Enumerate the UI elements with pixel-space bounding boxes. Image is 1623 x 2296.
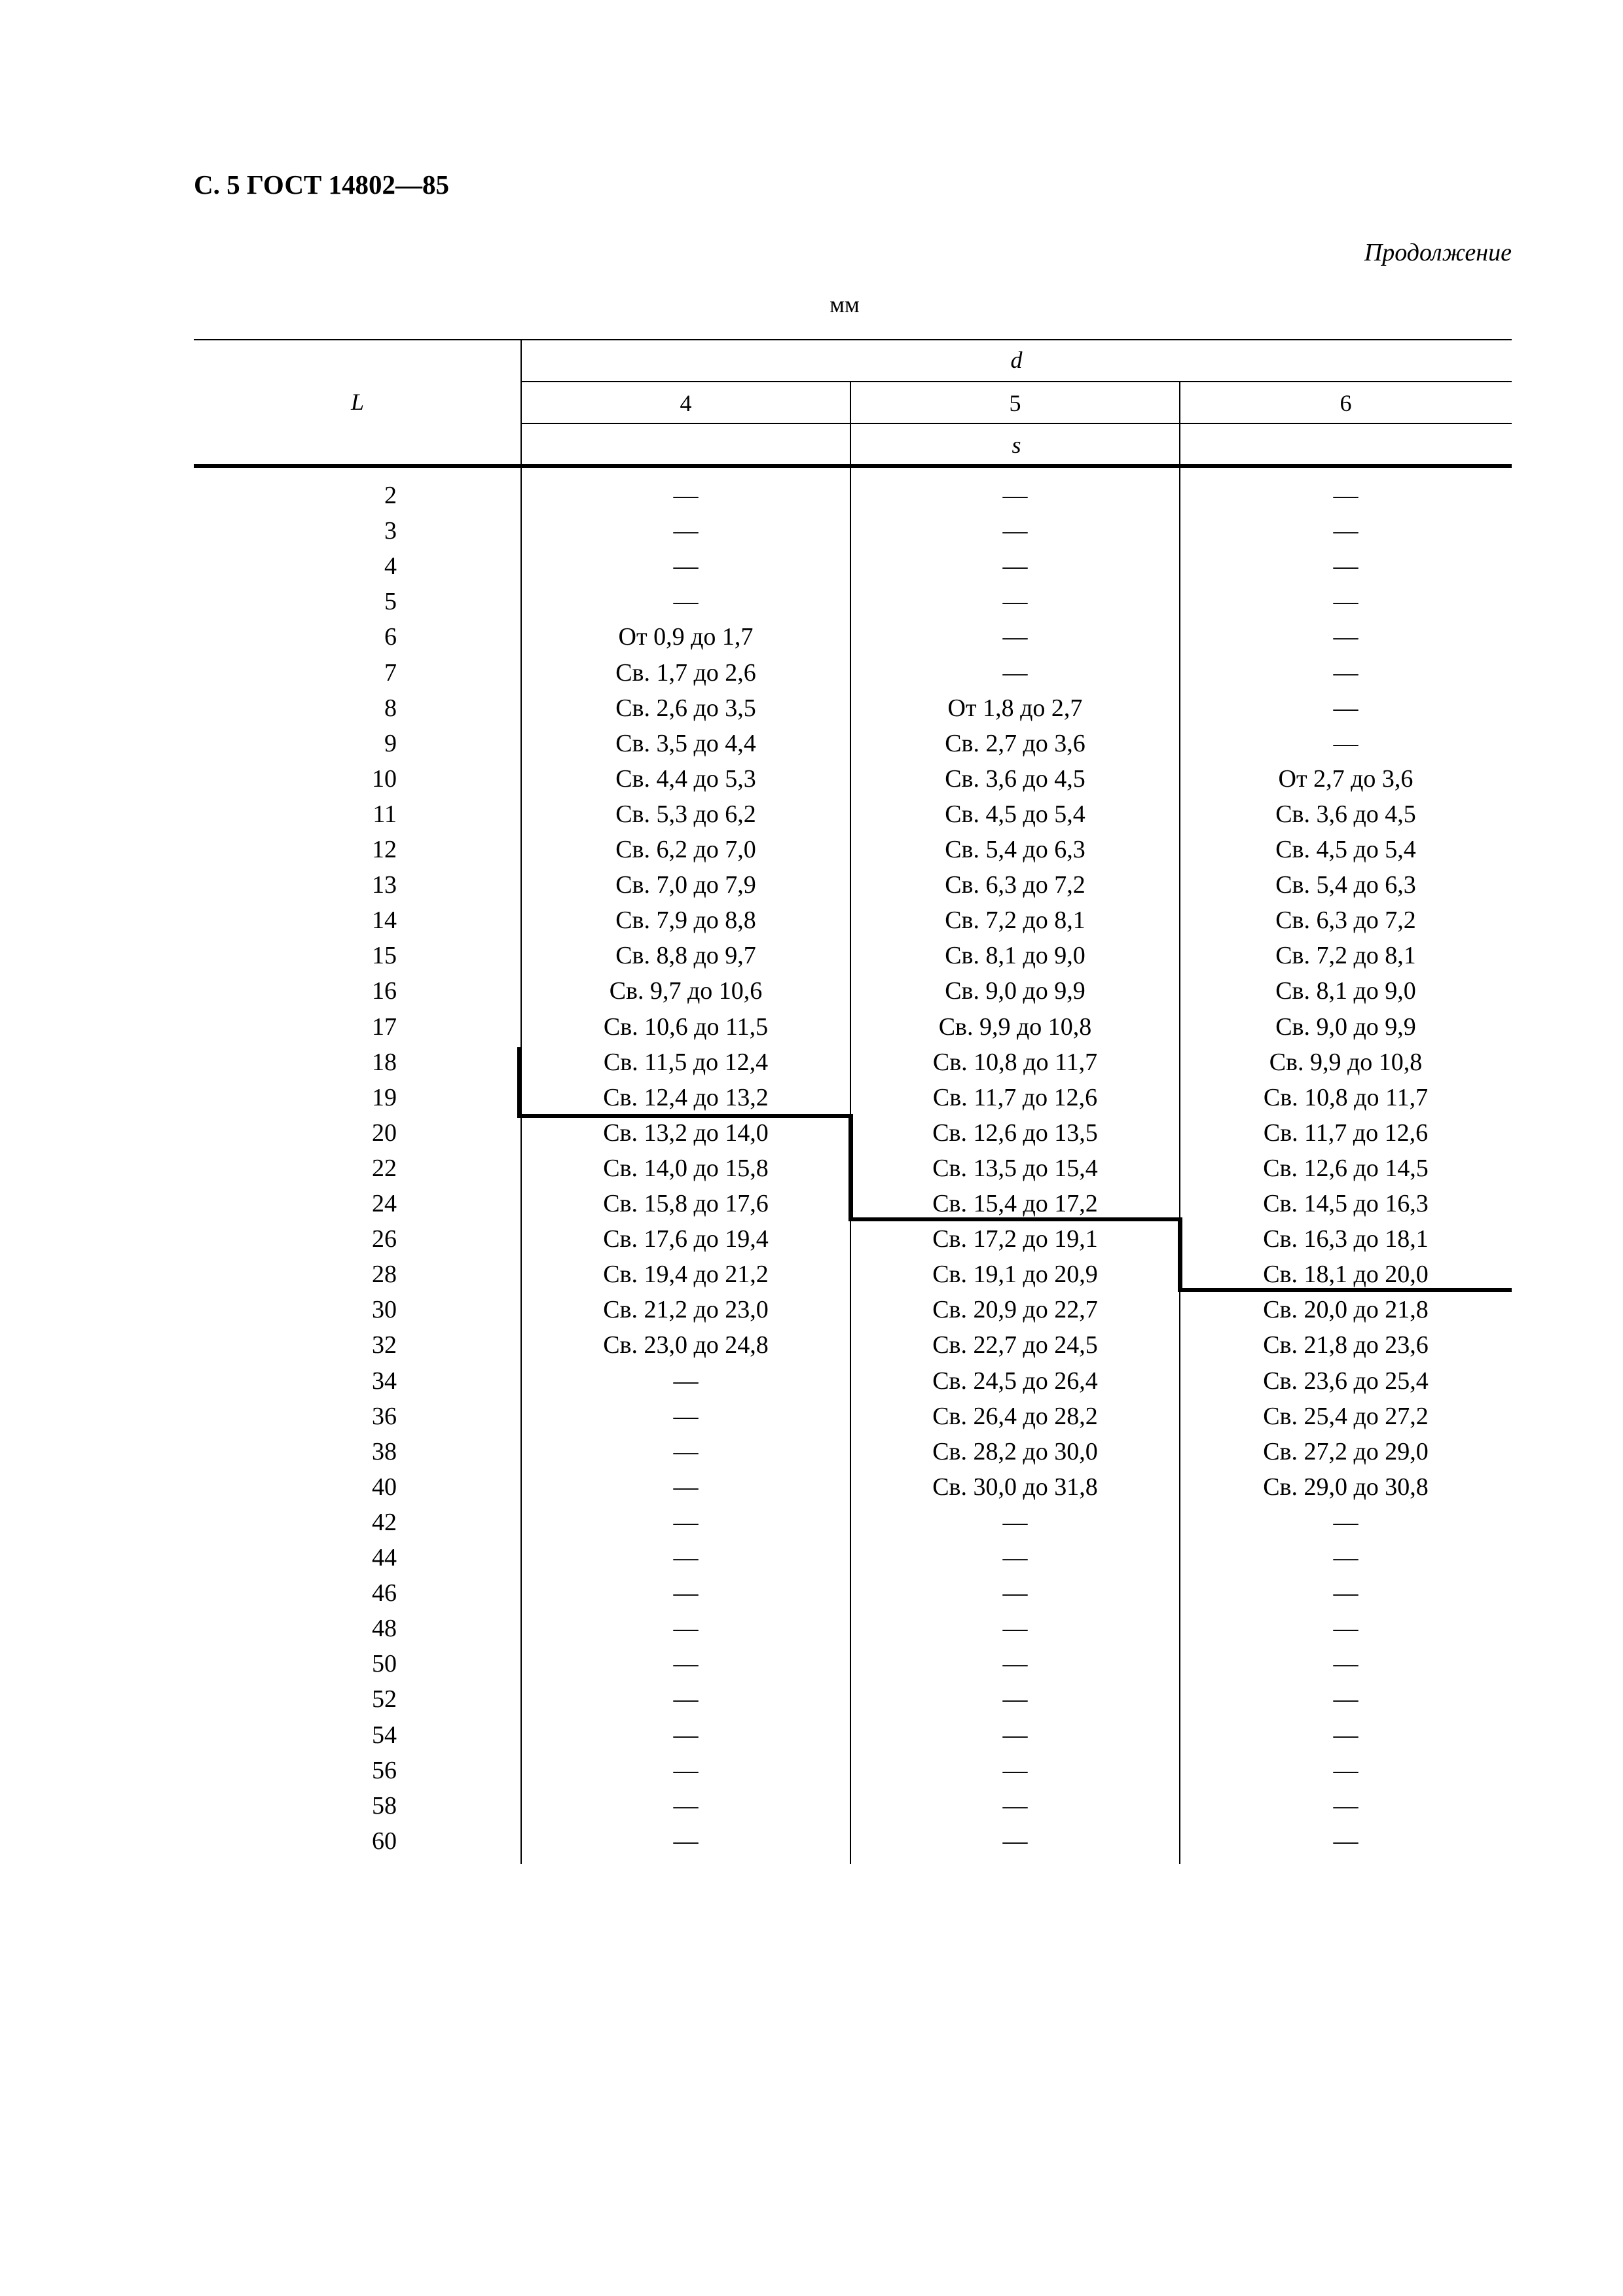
table-cell-l: 11	[373, 800, 397, 828]
table-cell-l: 18	[372, 1049, 397, 1076]
table-cell-s-d6: —	[1333, 1579, 1359, 1607]
table-cell-l: 32	[372, 1331, 397, 1359]
table-cell-s-d6: Св. 11,7 до 12,6	[1263, 1119, 1429, 1147]
table-cell-s-d5: —	[1002, 1615, 1028, 1642]
table-cell-s-d5: Св. 10,8 до 11,7	[932, 1049, 1098, 1076]
table-cell-l: 34	[372, 1367, 397, 1395]
table-cell-s-d5: —	[1002, 1579, 1028, 1607]
table-cell-l: 22	[372, 1155, 397, 1182]
table-cell-s-d4: —	[673, 517, 699, 545]
table-cell-s-d6: —	[1333, 623, 1359, 651]
table-cell-s-d5: Св. 6,3 до 7,2	[945, 871, 1085, 899]
table-cell-s-d5: Св. 12,6 до 13,5	[932, 1119, 1098, 1147]
table-cell-s-d5: Св. 26,4 до 28,2	[932, 1403, 1098, 1430]
table-cell-l: 26	[372, 1225, 397, 1253]
table-cell-l: 15	[372, 942, 397, 969]
table-cell-s-d5: Св. 9,0 до 9,9	[945, 977, 1085, 1005]
header-s-label: s	[1012, 432, 1021, 458]
table-cell-l: 50	[372, 1650, 397, 1677]
boundary-step-line	[1178, 1288, 1512, 1292]
table-cell-s-d5: Св. 4,5 до 5,4	[945, 800, 1085, 828]
table-cell-s-d5: Св. 19,1 до 20,9	[932, 1261, 1098, 1288]
table-cell-s-d5: —	[1002, 1792, 1028, 1820]
table-cell-l: 8	[384, 694, 397, 722]
table-cell-s-d6: Св. 5,4 до 6,3	[1275, 871, 1416, 899]
table-cell-s-d6: —	[1333, 659, 1359, 687]
table-cell-l: 36	[372, 1403, 397, 1430]
boundary-step-line	[848, 1114, 853, 1221]
table-cell-s-d6: —	[1333, 1650, 1359, 1677]
table-cell-s-d6: Св. 23,6 до 25,4	[1263, 1367, 1429, 1395]
table-cell-l: 46	[372, 1579, 397, 1607]
table-cell-s-d6: —	[1333, 1685, 1359, 1713]
table-cell-s-d4: Св. 7,9 до 8,8	[615, 906, 756, 934]
table-cell-s-d6: —	[1333, 730, 1359, 757]
boundary-step-line	[1178, 1217, 1182, 1292]
table-cell-s-d5: Св. 5,4 до 6,3	[945, 836, 1085, 863]
table-cell-s-d5: Св. 30,0 до 31,8	[932, 1473, 1098, 1501]
table-cell-s-d4: —	[673, 1757, 699, 1784]
table-cell-s-d6: —	[1333, 694, 1359, 722]
table-cell-s-d4: Св. 9,7 до 10,6	[609, 977, 763, 1005]
table-cell-s-d4: Св. 6,2 до 7,0	[615, 836, 756, 863]
table-cell-s-d5: Св. 15,4 до 17,2	[932, 1190, 1098, 1217]
table-cell-l: 44	[372, 1544, 397, 1571]
table-cell-s-d4: Св. 1,7 до 2,6	[615, 659, 756, 687]
table-cell-s-d6: —	[1333, 1827, 1359, 1855]
table-cell-s-d4: —	[673, 1579, 699, 1607]
table-cell-s-d4: —	[673, 552, 699, 580]
table-cell-s-d6: Св. 9,0 до 9,9	[1275, 1013, 1416, 1041]
table-cell-l: 20	[372, 1119, 397, 1147]
table-cell-s-d6: —	[1333, 1757, 1359, 1784]
table-cell-s-d4: Св. 15,8 до 17,6	[603, 1190, 769, 1217]
table-cell-s-d6: —	[1333, 1509, 1359, 1536]
table-cell-s-d6: Св. 3,6 до 4,5	[1275, 800, 1416, 828]
table-cell-l: 3	[384, 517, 397, 545]
table-cell-l: 9	[384, 730, 397, 757]
table-cell-s-d6: —	[1333, 1721, 1359, 1749]
table-cell-s-d4: —	[673, 1827, 699, 1855]
table-cell-s-d5: Св. 22,7 до 24,5	[932, 1331, 1098, 1359]
table-cell-s-d4: —	[673, 1367, 699, 1395]
page-header: С. 5 ГОСТ 14802—85	[194, 170, 450, 200]
table-cell-s-d6: Св. 8,1 до 9,0	[1275, 977, 1416, 1005]
table-cell-s-d6: Св. 4,5 до 5,4	[1275, 836, 1416, 863]
table-cell-l: 6	[384, 623, 397, 651]
table-cell-s-d5: Св. 9,9 до 10,8	[938, 1013, 1092, 1041]
table-cell-l: 30	[372, 1296, 397, 1323]
table-cell-s-d6: —	[1333, 1792, 1359, 1820]
table-cell-s-d4: —	[673, 1438, 699, 1465]
table-cell-s-d6: —	[1333, 1544, 1359, 1571]
table-cell-s-d6: Св. 25,4 до 27,2	[1263, 1403, 1429, 1430]
table-cell-s-d4: От 0,9 до 1,7	[618, 623, 754, 651]
table-cell-l: 16	[372, 977, 397, 1005]
table-cell-s-d4: —	[673, 588, 699, 615]
table-cell-s-d5: От 1,8 до 2,7	[947, 694, 1083, 722]
table-cell-s-d4: Св. 13,2 до 14,0	[603, 1119, 769, 1147]
table-cell-s-d6: Св. 10,8 до 11,7	[1263, 1084, 1429, 1111]
table-cell-s-d5: —	[1002, 517, 1028, 545]
table-cell-s-d4: Св. 12,4 до 13,2	[603, 1084, 769, 1111]
table-cell-s-d6: Св. 12,6 до 14,5	[1263, 1155, 1429, 1182]
table-cell-s-d6: Св. 18,1 до 20,0	[1263, 1261, 1429, 1288]
table-cell-l: 56	[372, 1757, 397, 1784]
table-cell-s-d4: Св. 10,6 до 11,5	[603, 1013, 769, 1041]
table-cell-s-d5: Св. 7,2 до 8,1	[945, 906, 1085, 934]
table-cell-l: 52	[372, 1685, 397, 1713]
table-cell-l: 40	[372, 1473, 397, 1501]
header-d-label: d	[1010, 347, 1023, 373]
table-cell-s-d4: Св. 5,3 до 6,2	[615, 800, 756, 828]
table-cell-l: 7	[384, 659, 397, 687]
table-cell-s-d5: Св. 2,7 до 3,6	[945, 730, 1085, 757]
size-table	[194, 339, 1512, 1864]
table-cell-s-d6: Св. 20,0 до 21,8	[1263, 1296, 1429, 1323]
table-cell-l: 24	[372, 1190, 397, 1217]
header-d-value-5: 5	[1009, 390, 1021, 416]
table-cell-s-d6: Св. 6,3 до 7,2	[1275, 906, 1416, 934]
table-cell-l: 13	[372, 871, 397, 899]
header-d-value-6: 6	[1340, 390, 1352, 416]
table-cell-s-d4: —	[673, 1685, 699, 1713]
table-cell-s-d5: —	[1002, 552, 1028, 580]
table-cell-s-d4: —	[673, 482, 699, 509]
boundary-step-line	[517, 1047, 522, 1118]
table-cell-s-d5: —	[1002, 588, 1028, 615]
table-cell-s-d6: —	[1333, 1615, 1359, 1642]
header-d-value-4: 4	[680, 390, 692, 416]
table-cell-s-d5: —	[1002, 1685, 1028, 1713]
table-cell-l: 4	[384, 552, 397, 580]
table-cell-s-d5: —	[1002, 1721, 1028, 1749]
table-cell-s-d4: Св. 11,5 до 12,4	[603, 1049, 769, 1076]
table-cell-l: 14	[372, 906, 397, 934]
table-cell-l: 58	[372, 1792, 397, 1820]
table-cell-s-d4: —	[673, 1650, 699, 1677]
units-label: мм	[830, 291, 860, 317]
table-cell-s-d5: Св. 8,1 до 9,0	[945, 942, 1085, 969]
table-cell-l: 5	[384, 588, 397, 615]
table-cell-s-d5: Св. 13,5 до 15,4	[932, 1155, 1098, 1182]
table-cell-s-d4: —	[673, 1792, 699, 1820]
table-cell-s-d6: Св. 14,5 до 16,3	[1263, 1190, 1429, 1217]
table-cell-l: 12	[372, 836, 397, 863]
table-cell-l: 17	[372, 1013, 397, 1041]
boundary-step-line	[517, 1114, 853, 1118]
table-cell-s-d6: От 2,7 до 3,6	[1278, 765, 1413, 793]
table-cell-s-d4: —	[673, 1509, 699, 1536]
table-cell-s-d6: Св. 21,8 до 23,6	[1263, 1331, 1429, 1359]
table-cell-s-d6: Св. 29,0 до 30,8	[1263, 1473, 1429, 1501]
table-cell-s-d6: Св. 27,2 до 29,0	[1263, 1438, 1429, 1465]
table-cell-s-d5: —	[1002, 1650, 1028, 1677]
table-cell-s-d4: Св. 17,6 до 19,4	[603, 1225, 769, 1253]
continuation-label: Продолжение	[1364, 239, 1512, 266]
table-cell-s-d6: Св. 7,2 до 8,1	[1275, 942, 1416, 969]
table-cell-s-d5: Св. 11,7 до 12,6	[932, 1084, 1098, 1111]
table-cell-s-d5: —	[1002, 482, 1028, 509]
table-cell-s-d5: —	[1002, 623, 1028, 651]
table-cell-s-d5: Св. 24,5 до 26,4	[932, 1367, 1098, 1395]
table-cell-l: 19	[372, 1084, 397, 1111]
table-cell-s-d6: —	[1333, 482, 1359, 509]
table-cell-s-d5: Св. 28,2 до 30,0	[932, 1438, 1098, 1465]
table-cell-l: 2	[384, 482, 397, 509]
table-cell-s-d4: Св. 3,5 до 4,4	[615, 730, 756, 757]
table-cell-s-d6: —	[1333, 552, 1359, 580]
table-cell-s-d4: —	[673, 1473, 699, 1501]
table-cell-s-d4: Св. 7,0 до 7,9	[615, 871, 756, 899]
table-cell-s-d4: —	[673, 1615, 699, 1642]
table-cell-s-d6: Св. 9,9 до 10,8	[1269, 1049, 1423, 1076]
table-cell-l: 54	[372, 1721, 397, 1749]
table-cell-s-d4: Св. 4,4 до 5,3	[615, 765, 756, 793]
table-cell-l: 42	[372, 1509, 397, 1536]
table-cell-s-d4: Св. 21,2 до 23,0	[603, 1296, 769, 1323]
table-cell-l: 38	[372, 1438, 397, 1465]
table-cell-s-d5: Св. 3,6 до 4,5	[945, 765, 1085, 793]
table-cell-s-d5: —	[1002, 1757, 1028, 1784]
table-cell-s-d6: —	[1333, 588, 1359, 615]
table-cell-s-d4: Св. 19,4 до 21,2	[603, 1261, 769, 1288]
table-cell-s-d4: —	[673, 1544, 699, 1571]
table-cell-s-d5: Св. 17,2 до 19,1	[932, 1225, 1098, 1253]
table-cell-l: 28	[372, 1261, 397, 1288]
table-cell-s-d5: —	[1002, 659, 1028, 687]
table-cell-s-d4: Св. 2,6 до 3,5	[615, 694, 756, 722]
header-l-label: L	[350, 389, 365, 415]
table-cell-s-d6: —	[1333, 517, 1359, 545]
table-cell-l: 10	[372, 765, 397, 793]
table-cell-s-d4: Св. 23,0 до 24,8	[603, 1331, 769, 1359]
table-cell-s-d4: —	[673, 1403, 699, 1430]
table-cell-s-d5: Св. 20,9 до 22,7	[932, 1296, 1098, 1323]
table-cell-s-d5: —	[1002, 1509, 1028, 1536]
table-cell-s-d5: —	[1002, 1827, 1028, 1855]
table-cell-s-d6: Св. 16,3 до 18,1	[1263, 1225, 1429, 1253]
boundary-step-line	[848, 1217, 1182, 1221]
table-cell-s-d5: —	[1002, 1544, 1028, 1571]
table-cell-s-d4: —	[673, 1721, 699, 1749]
table-cell-l: 48	[372, 1615, 397, 1642]
table-cell-l: 60	[372, 1827, 397, 1855]
table-cell-s-d4: Св. 8,8 до 9,7	[615, 942, 756, 969]
table-cell-s-d4: Св. 14,0 до 15,8	[603, 1155, 769, 1182]
